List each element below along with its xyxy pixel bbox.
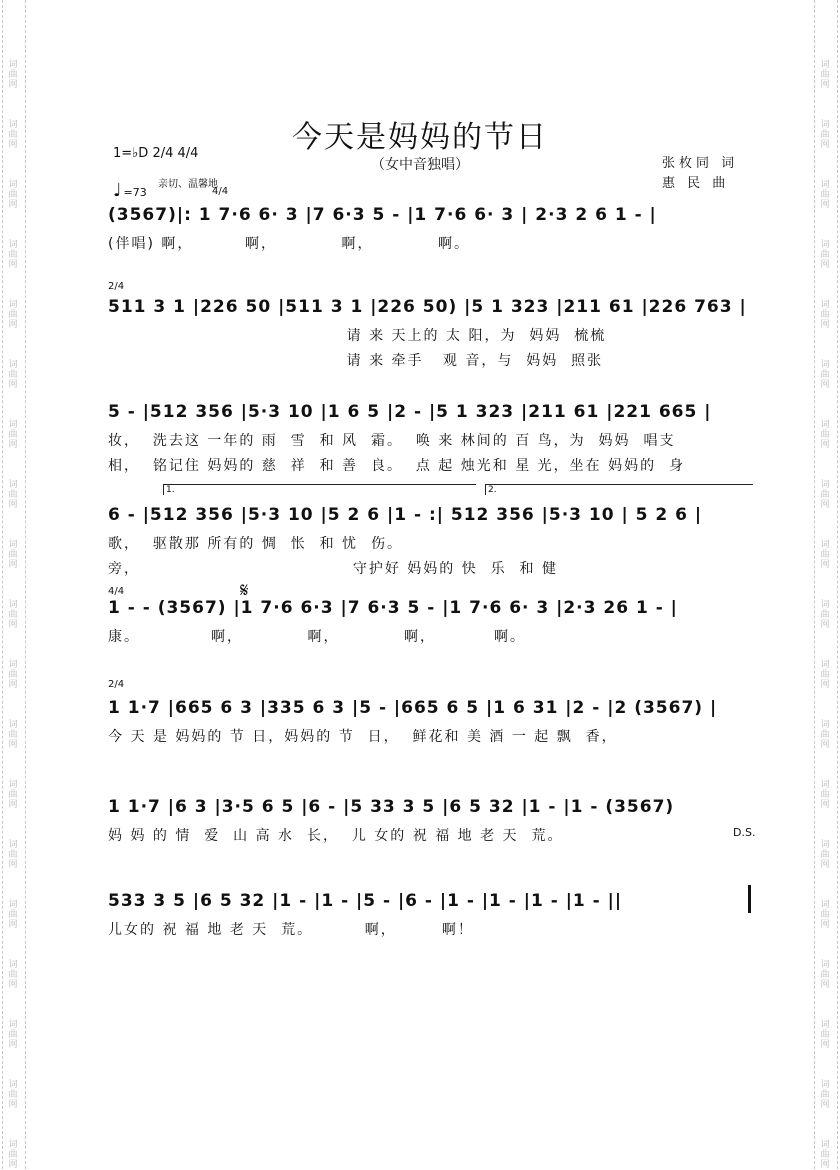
lyric-line: 请 来 牵手 观 音，与 妈妈 照张 xyxy=(108,353,604,369)
song-subtitle: （女中音独唱） xyxy=(371,157,469,173)
margin-watermark: 词 曲 网 xyxy=(8,720,18,750)
margin-watermark: 词 曲 网 xyxy=(8,180,18,210)
margin-watermark: 词 曲 网 xyxy=(820,300,830,330)
margin-watermark: 词 曲 网 xyxy=(8,1020,18,1050)
lyric-line: 儿女的 祝 福 地 老 天 荒。 啊， 啊！ xyxy=(108,922,474,938)
expression-marking: 亲切、温馨地 xyxy=(158,179,218,190)
margin-watermark: 词 曲 网 xyxy=(8,240,18,270)
margin-watermark: 词 曲 网 xyxy=(8,60,18,90)
key-signature xyxy=(113,146,198,161)
song-title: 今天是妈妈的节日 xyxy=(292,120,548,155)
final-barline xyxy=(748,885,751,913)
right-margin-strip xyxy=(814,0,838,1169)
lyric-line: 妆， 洗去这 一年的 雨 雪 和 风 霜。 唤 来 林间的 百 鸟，为 妈妈 唱支 xyxy=(108,433,676,449)
margin-watermark: 词 曲 网 xyxy=(8,360,18,390)
notation-row: 1 1·7 |6 3 |3·5 6 5 |6 - |5 33 3 5 |6 5 32 |1 - |1 - (3567) xyxy=(108,797,675,817)
margin-watermark: 词 曲 网 xyxy=(820,540,830,570)
margin-watermark: 词 曲 网 xyxy=(820,420,830,450)
lyric-line: 歌， 驱散那 所有的 惆 怅 和 忧 伤。 xyxy=(108,536,403,552)
lyric-line: 相， 铭记住 妈妈的 慈 祥 和 善 良。 点 起 烛光和 星 光，坐在 妈妈的 身 xyxy=(108,458,686,474)
margin-watermark: 词 曲 网 xyxy=(8,1140,18,1170)
composer-credit: 惠 民 曲 xyxy=(662,176,730,191)
margin-watermark: 词 曲 网 xyxy=(8,600,18,630)
margin-watermark: 词 曲 网 xyxy=(8,300,18,330)
margin-watermark: 词 曲 网 xyxy=(820,1020,830,1050)
lyric-line: (伴唱) 啊， 啊， 啊， 啊。 xyxy=(108,236,470,252)
lyric-line: 请 来 天上的 太 阳，为 妈妈 梳梳 xyxy=(108,328,607,344)
notation-row: (3567)|: 1 7·6 6· 3 |7 6·3 5 - |1 7·6 6· 3 | 2·3 2 6 1 - | xyxy=(108,205,657,225)
margin-watermark: 词 曲 网 xyxy=(820,900,830,930)
margin-watermark: 词 曲 网 xyxy=(8,420,18,450)
second-ending: 2. xyxy=(485,484,753,495)
quarter-note-icon: ♩ xyxy=(113,180,122,201)
margin-watermark: 词 曲 网 xyxy=(820,600,830,630)
margin-watermark: 词 曲 网 xyxy=(8,1080,18,1110)
margin-watermark: 词 曲 网 xyxy=(820,720,830,750)
margin-watermark: 词 曲 网 xyxy=(820,960,830,990)
margin-watermark: 词 曲 网 xyxy=(820,840,830,870)
margin-watermark: 词 曲 网 xyxy=(820,480,830,510)
meter-change-2: 2/4 xyxy=(108,281,125,292)
margin-watermark: 词 曲 网 xyxy=(820,660,830,690)
margin-watermark: 词 曲 网 xyxy=(8,120,18,150)
notation-row: 6 - |512 356 |5·3 10 |5 2 6 |1 - :| 512 356 |5·3 10 | 5 2 6 | xyxy=(108,505,703,525)
margin-watermark: 词 曲 网 xyxy=(820,180,830,210)
margin-watermark: 词 曲 网 xyxy=(820,1140,830,1170)
notation-row: 5 - |512 356 |5·3 10 |1 6 5 |2 - |5 1 323 |211 61 |221 665 | xyxy=(108,402,712,422)
meter-change-1: 4/4 xyxy=(212,186,229,197)
lyric-line: 康。 啊， 啊， 啊， 啊。 xyxy=(108,629,527,645)
lyric-line: 今 天 是 妈妈的 节 日，妈妈的 节 日， 鲜花和 美 酒 一 起 飘 香， xyxy=(108,729,618,745)
left-margin-strip xyxy=(2,0,26,1169)
meter-change-3: 4/4 xyxy=(108,586,125,597)
lyric-line: 旁， 守护好 妈妈的 快 乐 和 健 xyxy=(108,561,559,577)
margin-watermark: 词 曲 网 xyxy=(820,120,830,150)
notation-row: 1 - - (3567) |1 7·6 6·3 |7 6·3 5 - |1 7·6 6· 3 |2·3 26 1 - | xyxy=(108,598,678,618)
dal-segno-marking: D.S. xyxy=(733,826,756,839)
margin-watermark: 词 曲 网 xyxy=(8,840,18,870)
key-label: 1=♭D xyxy=(113,146,149,161)
lyricist-credit: 张枚同 词 xyxy=(662,156,739,171)
margin-watermark: 词 曲 网 xyxy=(8,480,18,510)
first-ending: 1. xyxy=(163,484,476,495)
segno-icon: 𝄋 xyxy=(240,578,249,602)
margin-watermark: 词 曲 网 xyxy=(8,960,18,990)
margin-watermark: 词 曲 网 xyxy=(8,540,18,570)
margin-watermark: 词 曲 网 xyxy=(820,240,830,270)
margin-watermark: 词 曲 网 xyxy=(820,60,830,90)
tempo-value: =73 xyxy=(123,186,147,199)
lyric-line: 妈 妈 的 情 爱 山 高 水 长， 儿 女的 祝 福 地 老 天 荒。 xyxy=(108,828,564,844)
time-signature: 2/4 4/4 xyxy=(152,146,199,161)
tempo-marking xyxy=(113,180,147,201)
notation-row: 1 1·7 |665 6 3 |335 6 3 |5 - |665 6 5 |1 6 31 |2 - |2 (3567) | xyxy=(108,698,718,718)
margin-watermark: 词 曲 网 xyxy=(8,660,18,690)
margin-watermark: 词 曲 网 xyxy=(820,360,830,390)
margin-watermark: 词 曲 网 xyxy=(820,1080,830,1110)
margin-watermark: 词 曲 网 xyxy=(8,780,18,810)
notation-row: 533 3 5 |6 5 32 |1 - |1 - |5 - |6 - |1 - |1 - |1 - |1 - || xyxy=(108,891,623,911)
meter-change-4: 2/4 xyxy=(108,679,125,690)
margin-watermark: 词 曲 网 xyxy=(820,780,830,810)
margin-watermark: 词 曲 网 xyxy=(8,900,18,930)
notation-row: 511 3 1 |226 50 |511 3 1 |226 50) |5 1 323 |211 61 |226 763 | xyxy=(108,297,747,317)
